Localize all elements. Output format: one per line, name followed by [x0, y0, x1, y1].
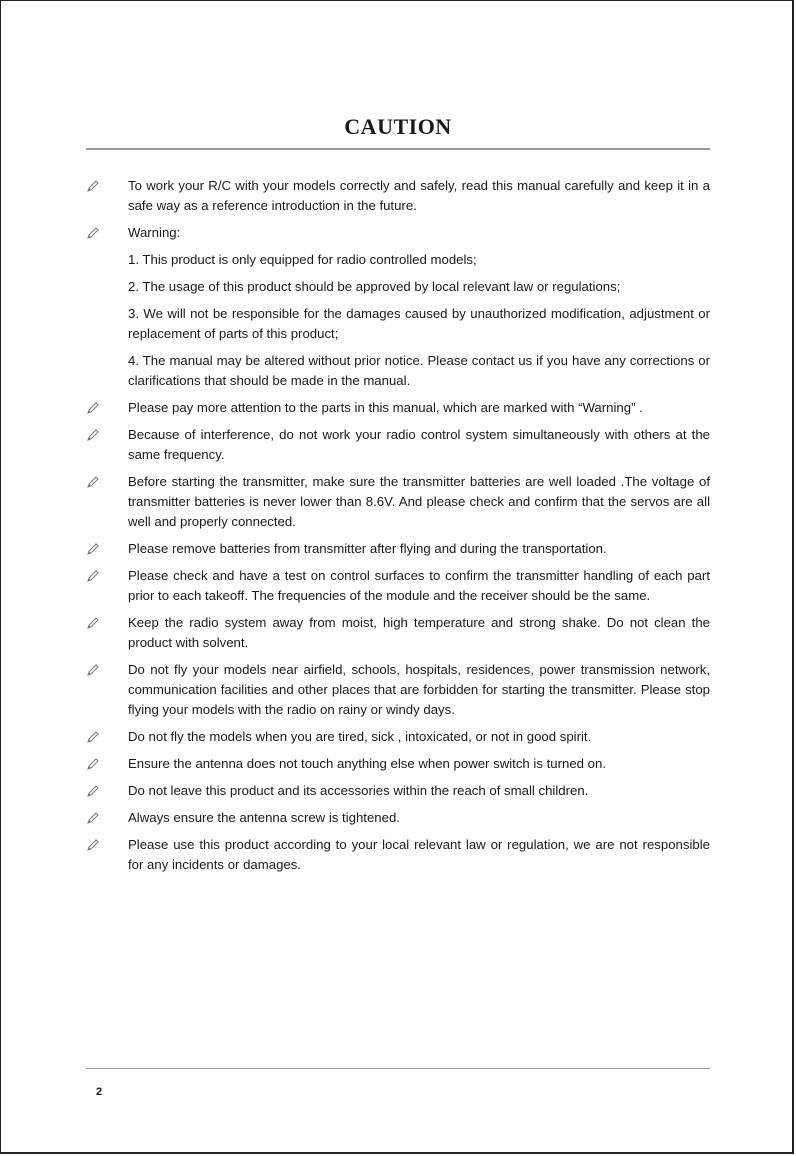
caution-text: Keep the radio system away from moist, high temperature and strong shake. Do not clean the product with solvent.: [128, 615, 710, 650]
warning-subitem: 2. The usage of this product should be approved by local relevant law or regulations;: [128, 279, 621, 294]
pencil-icon: [86, 616, 100, 630]
caution-item: [86, 727, 710, 747]
caution-text: Please remove batteries from transmitter after flying and during the transportation.: [128, 541, 607, 556]
pencil-icon: [86, 542, 100, 556]
page-number: 2: [96, 1086, 103, 1098]
caution-text: Always ensure the antenna screw is tightened.: [128, 810, 400, 825]
pencil-icon: [86, 811, 100, 825]
caution-item: [86, 808, 710, 828]
caution-list: [86, 176, 710, 882]
caution-item: [86, 223, 710, 243]
caution-text: Before starting the transmitter, make sure the transmitter batteries are well loaded .The voltage of transmitter batteries is never lower than 8.6V. And please check and confirm that the servos are all well and properly connected.: [128, 474, 710, 529]
pencil-icon: [86, 838, 100, 852]
caution-item: [86, 566, 710, 606]
pencil-icon: [86, 401, 100, 415]
pencil-icon: [86, 757, 100, 771]
title-divider: [86, 148, 710, 150]
caution-text: To work your R/C with your models correctly and safely, read this manual carefully and keep it in a safe way as a reference introduction in the future.: [128, 178, 710, 213]
pencil-icon: [86, 475, 100, 489]
caution-item: [86, 835, 710, 875]
caution-text: Do not fly your models near airfield, schools, hospitals, residences, power transmission network, communication facilities and other places that are forbidden for starting the transmitter. Please stop flying your models with the radio on rainy or windy days.: [128, 662, 710, 717]
caution-item: [86, 398, 710, 418]
caution-item: [86, 613, 710, 653]
caution-item: [86, 781, 710, 801]
pencil-icon: [86, 730, 100, 744]
caution-text: Do not leave this product and its accessories within the reach of small children.: [128, 783, 589, 798]
pencil-icon: [86, 226, 100, 240]
pencil-icon: [86, 569, 100, 583]
caution-item: [86, 176, 710, 216]
caution-text: Because of interference, do not work your radio control system simultaneously with others at the same frequency.: [128, 427, 710, 462]
caution-text: Please pay more attention to the parts in this manual, which are marked with “Warning” .: [128, 400, 643, 415]
caution-item: [86, 472, 710, 532]
warning-subitem: 3. We will not be responsible for the damages caused by unauthorized modification, adjustment or replacement of parts of this product;: [128, 306, 710, 341]
caution-item: [86, 539, 710, 559]
caution-text: Ensure the antenna does not touch anything else when power switch is turned on.: [128, 756, 606, 771]
pencil-icon: [86, 179, 100, 193]
caution-item: [86, 425, 710, 465]
caution-text: Please check and have a test on control surfaces to confirm the transmitter handling of each part prior to each takeoff. The frequencies of the module and the receiver should be the same.: [128, 568, 710, 603]
pencil-icon: [86, 784, 100, 798]
warning-subitem: 1. This product is only equipped for radio controlled models;: [128, 252, 477, 267]
warning-subitem: 4. The manual may be altered without prior notice. Please contact us if you have any corrections or clarifications that should be made in the manual.: [128, 353, 710, 388]
pencil-icon: [86, 663, 100, 677]
caution-item: [86, 754, 710, 774]
caution-text: Do not fly the models when you are tired, sick , intoxicated, or not in good spirit.: [128, 729, 592, 744]
caution-item: [86, 660, 710, 720]
page-title: CAUTION: [344, 114, 452, 139]
caution-text: Please use this product according to your local relevant law or regulation, we are not responsible for any incidents or damages.: [128, 837, 710, 872]
footer-divider: [86, 1068, 710, 1069]
pencil-icon: [86, 428, 100, 442]
caution-text: Warning:: [128, 225, 181, 240]
